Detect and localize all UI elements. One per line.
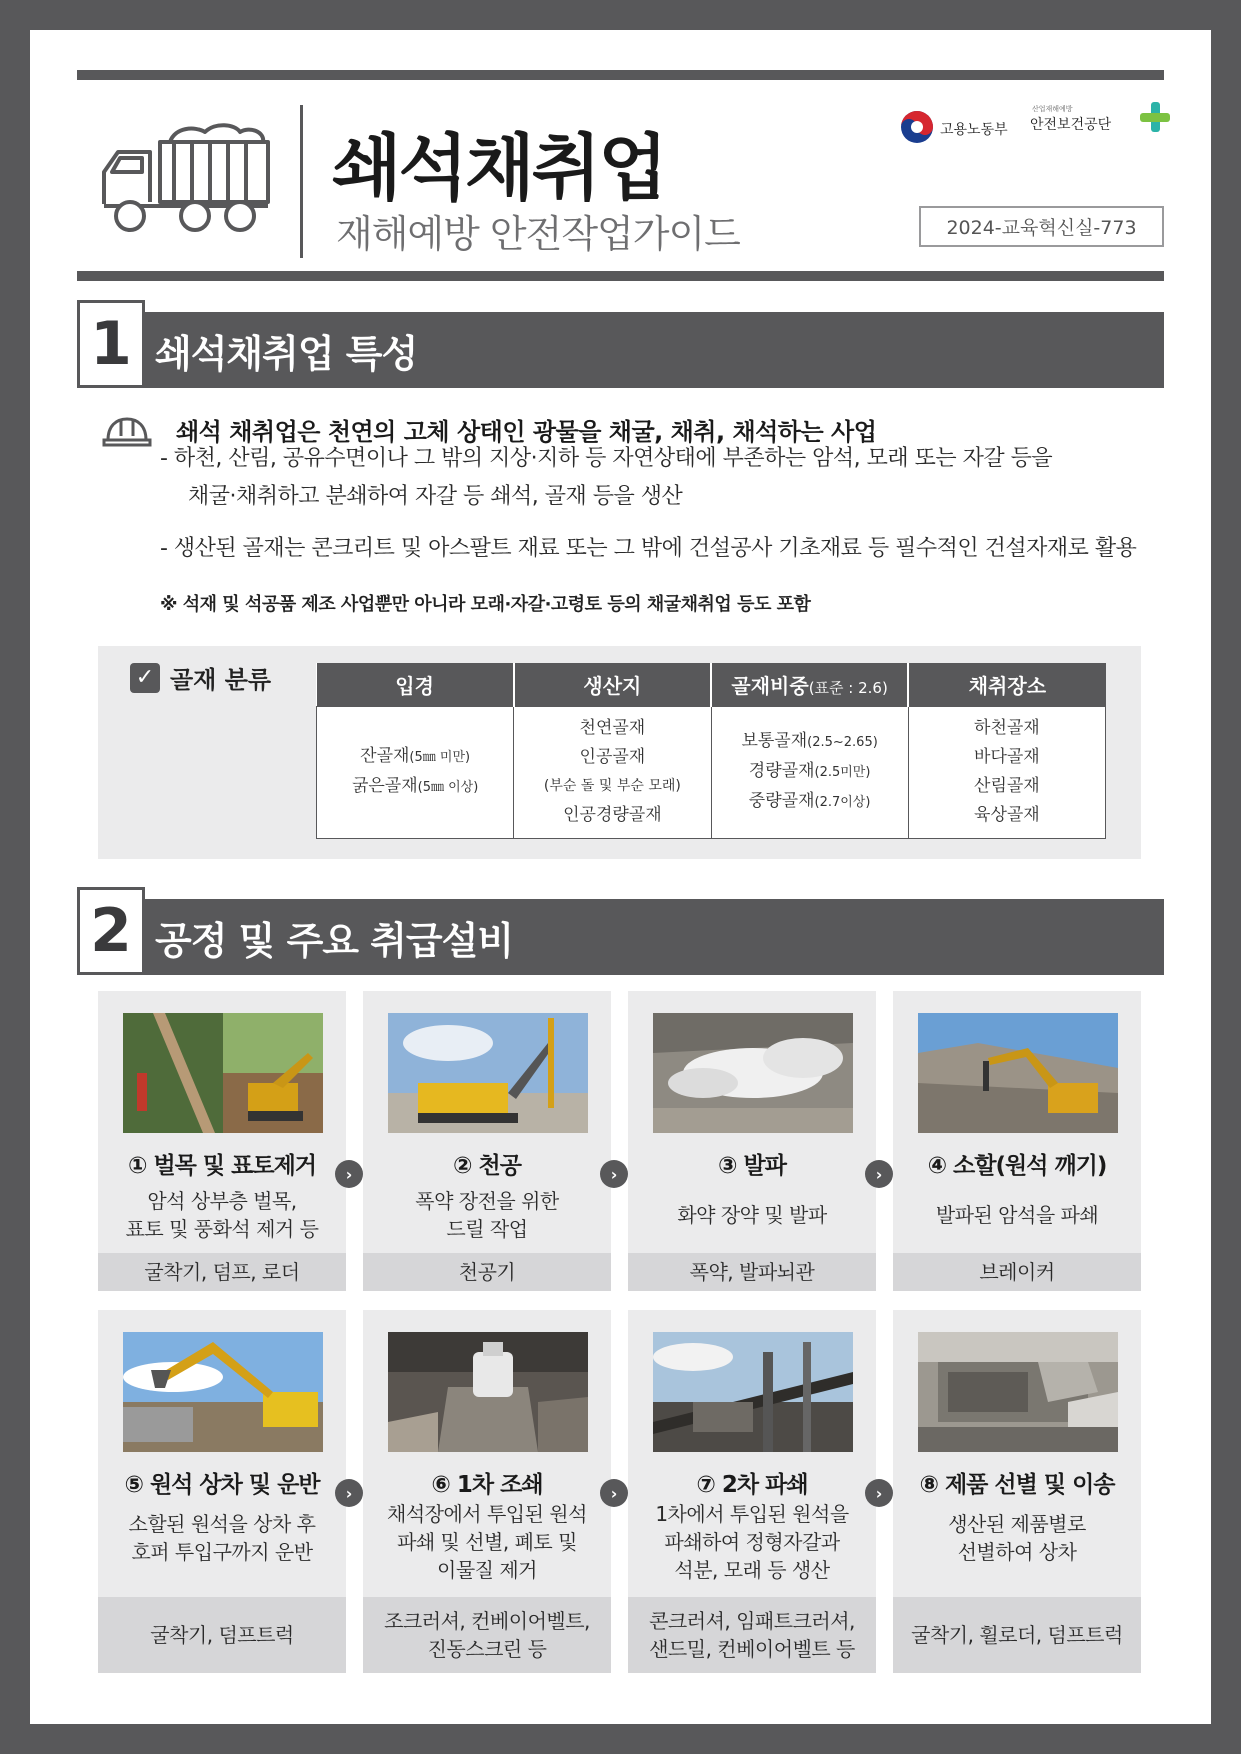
- checkbox-icon: ✓: [130, 663, 160, 693]
- process-step-3: [628, 991, 876, 1291]
- equip-line: 굴착기, 휠로더, 덤프트럭: [911, 1623, 1123, 1647]
- desc-line: 암석 상부층 벌목,: [147, 1189, 297, 1213]
- step-title: ⑦ 2차 파쇄: [696, 1472, 808, 1498]
- classification-label-text: 골재 분류: [170, 666, 272, 694]
- logging-photo: [123, 1013, 323, 1133]
- classification-label: [130, 660, 271, 695]
- agency-tagline: 산업재해예방: [1032, 105, 1073, 113]
- step-title: ⑧ 제품 선별 및 이송: [919, 1472, 1115, 1498]
- chevron-right-icon: ›: [865, 1479, 893, 1507]
- chevron-right-icon: ›: [600, 1479, 628, 1507]
- cell-size: [317, 706, 514, 838]
- cell-subtext: (5㎜ 이상): [417, 780, 479, 795]
- bullet-1-line-1: - 하천, 산림, 공유수면이나 그 밖의 지상·지하 등 자연상태에 부존하는 암석, 모래 또는 자갈 등을: [160, 446, 1053, 471]
- table-header-row: [317, 663, 1106, 706]
- desc-line: 호퍼 투입구까지 운반: [131, 1540, 313, 1564]
- step-description: [628, 1500, 876, 1584]
- process-step-7: [628, 1310, 876, 1673]
- dump-truck-icon: [100, 122, 270, 238]
- bullet-2: - 생산된 골재는 콘크리트 및 아스팔트 재료 또는 그 밖에 건설공사 기초재료 등 필수적인 건설자재로 활용: [160, 536, 1137, 561]
- note: ※ 석재 및 석공품 제조 사업뿐만 아니라 모래·자갈·고령토 등의 채굴채취업 등도 포함: [160, 594, 811, 615]
- agency-logo: [1030, 104, 1111, 134]
- document-code: 2024-교육혁신실-773: [919, 206, 1164, 247]
- desc-line: 채석장에서 투입된 원석: [387, 1502, 587, 1526]
- cell-origin: [514, 706, 711, 838]
- cell-subtext: (2.5미만): [814, 765, 871, 780]
- section-title: 쇄석채취업 특성: [139, 312, 1164, 388]
- cell-subtext: (2.7이상): [814, 795, 871, 810]
- equip-line: 콘크러셔, 임패트크러셔,: [649, 1609, 855, 1633]
- header-bottom-rule: [77, 271, 1164, 281]
- agency-name: 안전보건공단: [1030, 117, 1112, 133]
- chevron-right-icon: ›: [865, 1160, 893, 1188]
- desc-line: 드릴 작업: [446, 1217, 528, 1241]
- step-title: ⑥ 1차 조쇄: [431, 1472, 543, 1498]
- process-step-1: [98, 991, 346, 1291]
- cell-text: 하천골재: [974, 718, 1040, 738]
- section-2-header: [77, 896, 1164, 975]
- section-title: 공정 및 주요 취급설비: [139, 899, 1164, 975]
- step-title: ④ 소할(원석 깨기): [927, 1153, 1107, 1179]
- step-description: [628, 1201, 876, 1229]
- equip-line: 굴착기, 덤프트럭: [150, 1623, 294, 1647]
- cell-text: 중량골재: [748, 791, 815, 811]
- step-equipment: [893, 1253, 1141, 1291]
- step-description: [363, 1500, 611, 1584]
- process-step-8: [893, 1310, 1141, 1673]
- step-equipment: [363, 1253, 611, 1291]
- col-header-origin: [514, 663, 711, 706]
- cell-text: 굵은골재: [351, 776, 418, 796]
- section-1-header: [77, 309, 1164, 388]
- desc-line: 표토 및 풍화석 제거 등: [125, 1217, 319, 1241]
- process-step-5: [98, 1310, 346, 1673]
- step-description: [893, 1510, 1141, 1566]
- col-header-location: [908, 663, 1105, 706]
- equip-line: 브레이커: [979, 1260, 1055, 1284]
- page-title: 쇄석채취업: [332, 126, 665, 210]
- cell-text: 바다골재: [974, 747, 1040, 767]
- cell-location: [908, 706, 1105, 838]
- equip-line: 진동스크린 등: [427, 1637, 547, 1661]
- step-title: ② 천공: [453, 1153, 521, 1179]
- bullet-1-line-2: 채굴·채취하고 분쇄하여 자갈 등 쇄석, 골재 등을 생산: [188, 484, 683, 509]
- cell-text: 경량골재: [748, 761, 815, 781]
- breaker-photo: [918, 1013, 1118, 1133]
- desc-line: 선별하여 상차: [957, 1540, 1077, 1564]
- chevron-right-icon: ›: [335, 1160, 363, 1188]
- desc-line: 소할된 원석을 상차 후: [128, 1512, 316, 1536]
- desc-line: 파쇄 및 선별, 폐토 및: [397, 1530, 577, 1554]
- header-text: 입경: [395, 673, 434, 698]
- step-description: [98, 1187, 346, 1243]
- agency-cross-icon: [1140, 102, 1170, 136]
- blasting-photo: [653, 1013, 853, 1133]
- aggregate-classification-table: [316, 663, 1106, 839]
- step-title: ⑤ 원석 상차 및 운반: [124, 1472, 320, 1498]
- header-text: 채취장소: [968, 673, 1047, 698]
- ministry-logo: [900, 110, 1008, 148]
- header-divider: [300, 105, 303, 258]
- process-step-2: [363, 991, 611, 1291]
- equip-line: 조크러셔, 컨베이어벨트,: [384, 1609, 590, 1633]
- col-header-size: [317, 663, 514, 706]
- screening-photo: [918, 1332, 1118, 1452]
- process-step-6: [363, 1310, 611, 1673]
- guide-page: [30, 30, 1211, 1724]
- step-equipment: [628, 1597, 876, 1673]
- cell-subtext: (2.5~2.65): [807, 735, 878, 750]
- step-equipment: [98, 1253, 346, 1291]
- equip-line: 굴착기, 덤프, 로더: [144, 1260, 300, 1284]
- secondary-crusher-photo: [653, 1332, 853, 1452]
- table-row: [317, 706, 1106, 838]
- header-text: 골재비중: [731, 673, 809, 698]
- equip-line: 폭약, 발파뇌관: [689, 1260, 815, 1284]
- desc-line: 화약 장약 및 발파: [677, 1203, 827, 1227]
- hard-hat-icon: [102, 416, 152, 452]
- cell-density: [711, 706, 908, 838]
- desc-line: 1차에서 투입된 원석을: [655, 1502, 849, 1526]
- cell-subtext: (5㎜ 미만): [409, 750, 471, 765]
- industry-definition: 쇄석 채취업은 천연의 고체 상태인 광물을 채굴, 채취, 채석하는 사업: [176, 418, 877, 446]
- equip-line: 천공기: [458, 1260, 516, 1284]
- cell-text: 보통골재: [741, 731, 808, 751]
- step-equipment: [363, 1597, 611, 1673]
- ministry-name: 고용노동부: [940, 122, 1008, 138]
- chevron-right-icon: ›: [600, 1160, 628, 1188]
- cell-text: 인공경량골재: [563, 805, 662, 825]
- header-text: 생산지: [583, 673, 642, 698]
- header-suffix: (표준 : 2.6): [808, 678, 888, 697]
- jaw-crusher-photo: [388, 1332, 588, 1452]
- loading-photo: [123, 1332, 323, 1452]
- cell-text: 잔골재: [360, 746, 410, 766]
- cell-text: 육상골재: [974, 805, 1040, 825]
- step-description: [98, 1510, 346, 1566]
- section-number: 2: [77, 887, 145, 975]
- process-step-4: [893, 991, 1141, 1291]
- desc-line: 석분, 모래 등 생산: [674, 1558, 830, 1582]
- desc-line: 파쇄하여 정형자갈과: [664, 1530, 840, 1554]
- cell-text: 인공골재: [579, 747, 646, 767]
- cell-text: 천연골재: [579, 718, 646, 738]
- desc-line: 폭약 장전을 위한: [415, 1189, 559, 1213]
- step-equipment: [893, 1597, 1141, 1673]
- chevron-right-icon: ›: [335, 1479, 363, 1507]
- step-equipment: [628, 1253, 876, 1291]
- step-equipment: [98, 1597, 346, 1673]
- section-number: 1: [77, 300, 145, 388]
- step-title: ③ 발파: [718, 1153, 786, 1179]
- step-title: ① 벌목 및 표토제거: [127, 1153, 317, 1179]
- step-description: [363, 1187, 611, 1243]
- top-rule: [77, 70, 1164, 80]
- desc-line: 발파된 암석을 파쇄: [935, 1203, 1099, 1227]
- drilling-photo: [388, 1013, 588, 1133]
- desc-line: 생산된 제품별로: [948, 1512, 1086, 1536]
- desc-line: 이물질 제거: [437, 1558, 537, 1582]
- taegeuk-icon: [900, 110, 934, 148]
- equip-line: 샌드밀, 컨베이어벨트 등: [649, 1637, 855, 1661]
- col-header-density: [711, 663, 908, 706]
- step-description: [893, 1201, 1141, 1229]
- page-subtitle: 재해예방 안전작업가이드: [336, 212, 740, 256]
- cell-text: 산림골재: [974, 776, 1040, 796]
- cell-subtext: (부순 돌 및 부순 모래): [543, 778, 681, 794]
